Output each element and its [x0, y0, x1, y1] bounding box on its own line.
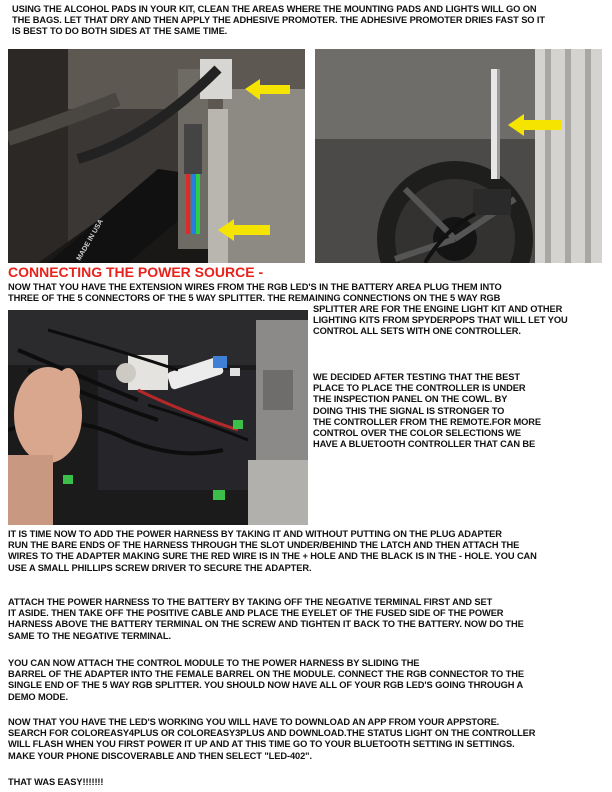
app-paragraph: NOW THAT YOU HAVE THE LED'S WORKING YOU WILL HAVE TO DOWNLOAD AN APP FROM YOUR APPSTORE. SEARCH FOR COLOREASY4PLUS OR COLOREASY3PLUS AND DOWNLOAD.THE STATUS LIGHT ON THE CONTROLLER WILL FLASH WHEN YOU FIRST POWER IT UP AND AT THIS TIME GO TO YOUR BLUETOOTH SETTING IN SETTINGS. MAKE YOUR PHONE DISCOVERABLE AND THEN SELECT "LED-402".: [8, 717, 536, 761]
intro-paragraph: USING THE ALCOHOL PADS IN YOUR KIT, CLEAN THE AREAS WHERE THE MOUNTING PADS AND LIGHTS WILL GO ON THE BAGS. LET THAT DRY AND THEN APPLY THE ADHESIVE PROMOTER. THE ADHESIVE PROMOTER DRIES FAST SO IT IS BEST TO DO BOTH SIDES AT THE SAME TIME.: [12, 4, 545, 37]
controller-paragraph: WE DECIDED AFTER TESTING THAT THE BEST PLACE TO PLACE THE CONTROLLER IS UNDER THE INSPECTION PANEL ON THE COWL. BY DOING THIS THE SIGNAL IS STRONGER TO THE CONTROLLER FROM THE REMOTE.FOR MORE CONTROL OVER THE COLOR SELECTIONS WE HAVE A BLUETOOTH CONTROLLER THAT CAN BE: [313, 372, 541, 450]
section-heading: CONNECTING THE POWER SOURCE -: [8, 264, 264, 280]
closing-line: THAT WAS EASY!!!!!!!: [8, 777, 104, 787]
photo-splitter: [8, 310, 308, 525]
photo-label-text: MADE IN USA: [75, 218, 105, 262]
splitter-paragraph: NOW THAT YOU HAVE THE EXTENSION WIRES FROM THE RGB LED'S IN THE BATTERY AREA PLUG THEM INTO THREE OF THE 5 CONNECTORS OF THE 5 WAY SPLITTER. THE REMAINING CONNECTIONS ON THE 5 WAY RGB: [8, 282, 502, 304]
photo-led-strip: [315, 49, 602, 263]
battery-paragraph: ATTACH THE POWER HARNESS TO THE BATTERY BY TAKING OFF THE NEGATIVE TERMINAL FIRST AND SET IT ASIDE. THEN TAKE OFF THE POSITIVE CABLE AND PLACE THE EYELET OF THE FUSED SIDE OF THE POWER HARNESS ABOVE THE BATTERY TERMINAL ON THE SCREW AND TIGHTEN IT BACK TO THE BATTERY. NOW DO THE SAME TO THE NEGATIVE TERMINAL.: [8, 597, 524, 641]
module-paragraph: YOU CAN NOW ATTACH THE CONTROL MODULE TO THE POWER HARNESS BY SLIDING THE BARREL OF THE ADAPTER INTO THE FEMALE BARREL ON THE MODULE. CONNECT THE RGB CONNECTOR TO THE SINGLE END OF THE 5 WAY RGB SPLITTER. YOU SHOULD NOW HAVE ALL OF YOUR RGB LED'S GOING THROUGH A DEMO MODE.: [8, 658, 524, 702]
harness-paragraph: IT IS TIME NOW TO ADD THE POWER HARNESS BY TAKING IT AND WITHOUT PUTTING ON THE PLUG ADAPTER RUN THE BARE ENDS OF THE HARNESS THROUGH THE SLOT UNDER/BEHIND THE LATCH AND THEN ATTACH THE WIRES TO THE ADAPTER MAKING SURE THE RED WIRE IS IN THE + HOLE AND THE BLACK IS IN THE - HOLE. YOU CAN USE A SMALL PHILLIPS SCREW DRIVER TO SECURE THE ADAPTER.: [8, 529, 537, 573]
photo-mounting-pads: [8, 49, 305, 263]
splitter-side-paragraph: SPLITTER ARE FOR THE ENGINE LIGHT KIT AND OTHER LIGHTING KITS FROM SPYDERPOPS THAT WILL LET YOU CONTROL ALL SETS WITH ONE CONTROLLER.: [313, 304, 568, 337]
